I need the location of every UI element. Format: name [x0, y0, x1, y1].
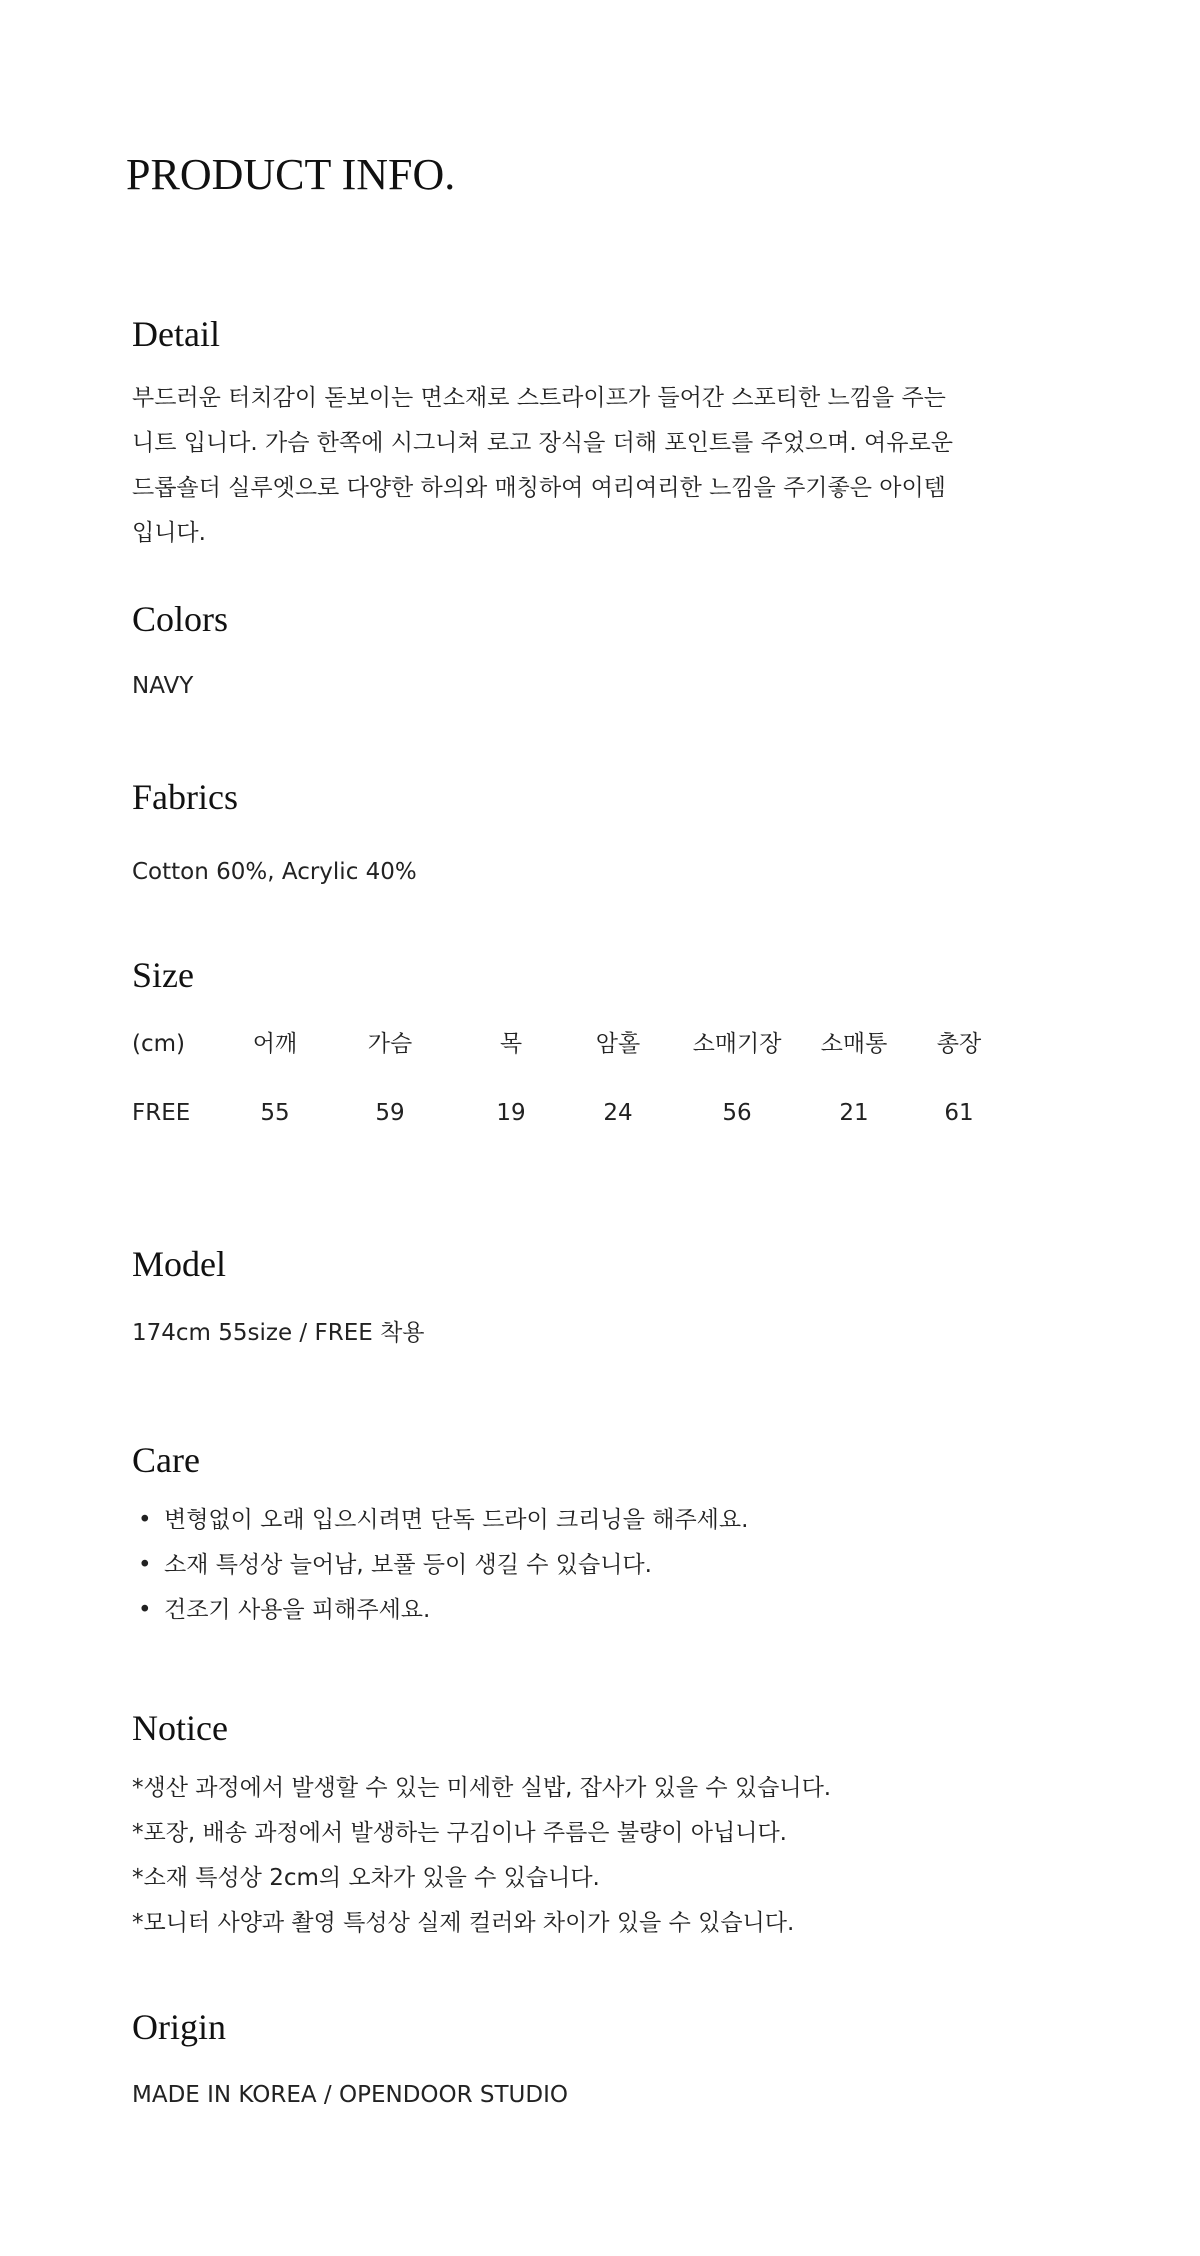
origin-value: MADE IN KOREA / OPENDOOR STUDIO [132, 2082, 568, 2108]
model-value: 174cm 55size / FREE 착용 [132, 1320, 425, 1346]
care-item-text: 변형없이 오래 입으시려면 단독 드라이 크리닝을 해주세요. [164, 1507, 749, 1533]
size-header-cell: 목 [499, 1031, 523, 1057]
care-item-text: 건조기 사용을 피해주세요. [164, 1597, 431, 1623]
origin-heading: Origin [132, 2007, 226, 2047]
size-cell: 56 [722, 1100, 752, 1126]
size-cell: 21 [839, 1100, 869, 1126]
size-header-cell: 소매기장 [692, 1031, 782, 1057]
page-title: PRODUCT INFO. [126, 150, 456, 199]
model-heading: Model [132, 1244, 226, 1284]
bullet-icon: • [138, 1597, 152, 1623]
notice-item: *모니터 사양과 촬영 특성상 실제 컬러와 차이가 있을 수 있습니다. [132, 1910, 795, 1936]
notice-item: *생산 과정에서 발생할 수 있는 미세한 실밥, 잡사가 있을 수 있습니다. [132, 1775, 832, 1801]
colors-value: NAVY [132, 673, 194, 699]
size-cell: 61 [944, 1100, 974, 1126]
detail-line: 부드러운 터치감이 돋보이는 면소재로 스트라이프가 들어간 스포티한 느낌을 주는 [132, 385, 946, 411]
detail-line: 드롭숄더 실루엣으로 다양한 하의와 매칭하여 여리여리한 느낌을 주기좋은 아이템 [132, 475, 946, 501]
detail-line: 니트 입니다. 가슴 한쪽에 시그니쳐 로고 장식을 더해 포인트를 주었으며. 여유로운 [132, 430, 953, 456]
detail-description [132, 376, 1032, 556]
size-cell: 19 [496, 1100, 526, 1126]
notice-item: *포장, 배송 과정에서 발생하는 구김이나 주름은 불량이 아닙니다. [132, 1820, 787, 1846]
bullet-icon: • [138, 1507, 152, 1533]
size-header-cell: 가슴 [367, 1031, 413, 1057]
notice-heading: Notice [132, 1708, 228, 1748]
care-item [132, 1498, 748, 1543]
care-item-text: 소재 특성상 늘어남, 보풀 등이 생길 수 있습니다. [164, 1552, 652, 1578]
care-list [132, 1498, 748, 1633]
care-item [132, 1543, 748, 1588]
size-header-cell: 어깨 [252, 1031, 298, 1057]
bullet-icon: • [138, 1552, 152, 1578]
size-cell: 59 [375, 1100, 405, 1126]
colors-heading: Colors [132, 599, 229, 639]
size-table-header [132, 1027, 1032, 1061]
size-cell: 24 [603, 1100, 633, 1126]
size-heading: Size [132, 955, 194, 995]
size-cell: 55 [260, 1100, 290, 1126]
size-header-cell: (cm) [132, 1031, 185, 1057]
fabrics-value: Cotton 60%, Acrylic 40% [132, 859, 417, 885]
size-header-cell: 암홀 [595, 1031, 641, 1057]
fabrics-heading: Fabrics [132, 777, 238, 817]
size-header-cell: 소매통 [820, 1031, 888, 1057]
notice-item: *소재 특성상 2cm의 오차가 있을 수 있습니다. [132, 1865, 600, 1891]
size-header-cell: 총장 [936, 1031, 982, 1057]
care-item [132, 1588, 748, 1633]
detail-line: 입니다. [132, 520, 206, 546]
size-table-row [132, 1096, 1032, 1130]
notice-list [132, 1766, 831, 1946]
care-heading: Care [132, 1440, 200, 1480]
detail-heading: Detail [132, 314, 220, 354]
size-cell: FREE [132, 1100, 191, 1126]
